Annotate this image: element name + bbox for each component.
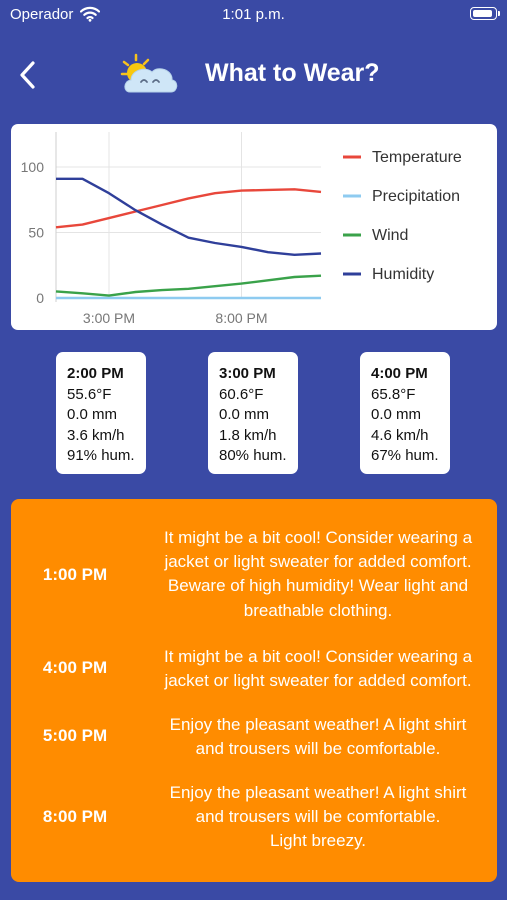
series-line-temperature (56, 189, 321, 227)
advice-text: Enjoy the pleasant weather! A light shirt and trousers will be comfortable. Light breezy. (169, 783, 467, 851)
hourly-wind: 1.8 km/h (219, 426, 277, 444)
hourly-time: 4:00 PM (371, 365, 428, 382)
advice-time: 1:00 PM (42, 565, 108, 584)
hourly-precipitation: 0.0 mm (219, 406, 270, 423)
hourly-wind: 4.6 km/h (371, 426, 429, 444)
hourly-time: 2:00 PM (67, 365, 124, 382)
y-tick-label: 100 (20, 159, 44, 175)
advice-time: 8:00 PM (42, 807, 108, 826)
legend-label: Precipitation (372, 188, 461, 205)
status-bar (0, 0, 507, 30)
x-tick-label: 3:00 PM (82, 310, 136, 326)
y-tick-label: 50 (28, 224, 44, 241)
page-title: What to Wear? (205, 59, 380, 87)
hourly-temperature: 60.6°F (219, 385, 264, 403)
advice-text: Enjoy the pleasant weather! A light shirt and trousers will be comfortable. (169, 715, 467, 759)
weather-line-chart (11, 124, 497, 330)
advice-text: It might be a bit cool! Consider wearing a jacket or light sweater for added comfort. (163, 647, 473, 691)
hourly-card (208, 352, 298, 474)
legend-label: Humidity (372, 266, 435, 283)
sun-cloud-icon (120, 52, 180, 98)
advice-time: 4:00 PM (42, 658, 108, 677)
advice-text: It might be a bit cool! Consider wearing a jacket or light sweater for added comfort. Beware of high humidity! Wear light and breathable clothing. (163, 528, 473, 620)
hourly-temperature: 65.8°F (371, 385, 416, 403)
hourly-wind: 3.6 km/h (67, 426, 125, 444)
legend-label: Wind (372, 227, 409, 244)
battery-icon (470, 7, 497, 20)
hourly-precipitation: 0.0 mm (67, 406, 118, 423)
y-tick-label: 0 (36, 290, 44, 306)
hourly-precipitation: 0.0 mm (371, 406, 422, 423)
clock: 1:01 p.m. (222, 6, 285, 23)
advice-time: 5:00 PM (42, 726, 108, 745)
back-button[interactable] (14, 58, 44, 92)
chevron-left-icon (22, 63, 33, 87)
hourly-temperature: 55.6°F (67, 385, 112, 403)
hourly-card (56, 352, 146, 474)
carrier-label: Operador (10, 6, 74, 23)
x-tick-label: 8:00 PM (215, 310, 268, 326)
series-line-wind (56, 276, 321, 296)
hourly-humidity: 80% hum. (219, 447, 287, 464)
weather-chart-card (11, 124, 497, 330)
legend-label: Temperature (372, 149, 462, 166)
clothing-advice-card (11, 499, 497, 882)
hourly-card (360, 352, 450, 474)
hourly-time: 3:00 PM (219, 365, 276, 382)
hourly-humidity: 91% hum. (67, 447, 135, 464)
hourly-humidity: 67% hum. (371, 447, 439, 464)
